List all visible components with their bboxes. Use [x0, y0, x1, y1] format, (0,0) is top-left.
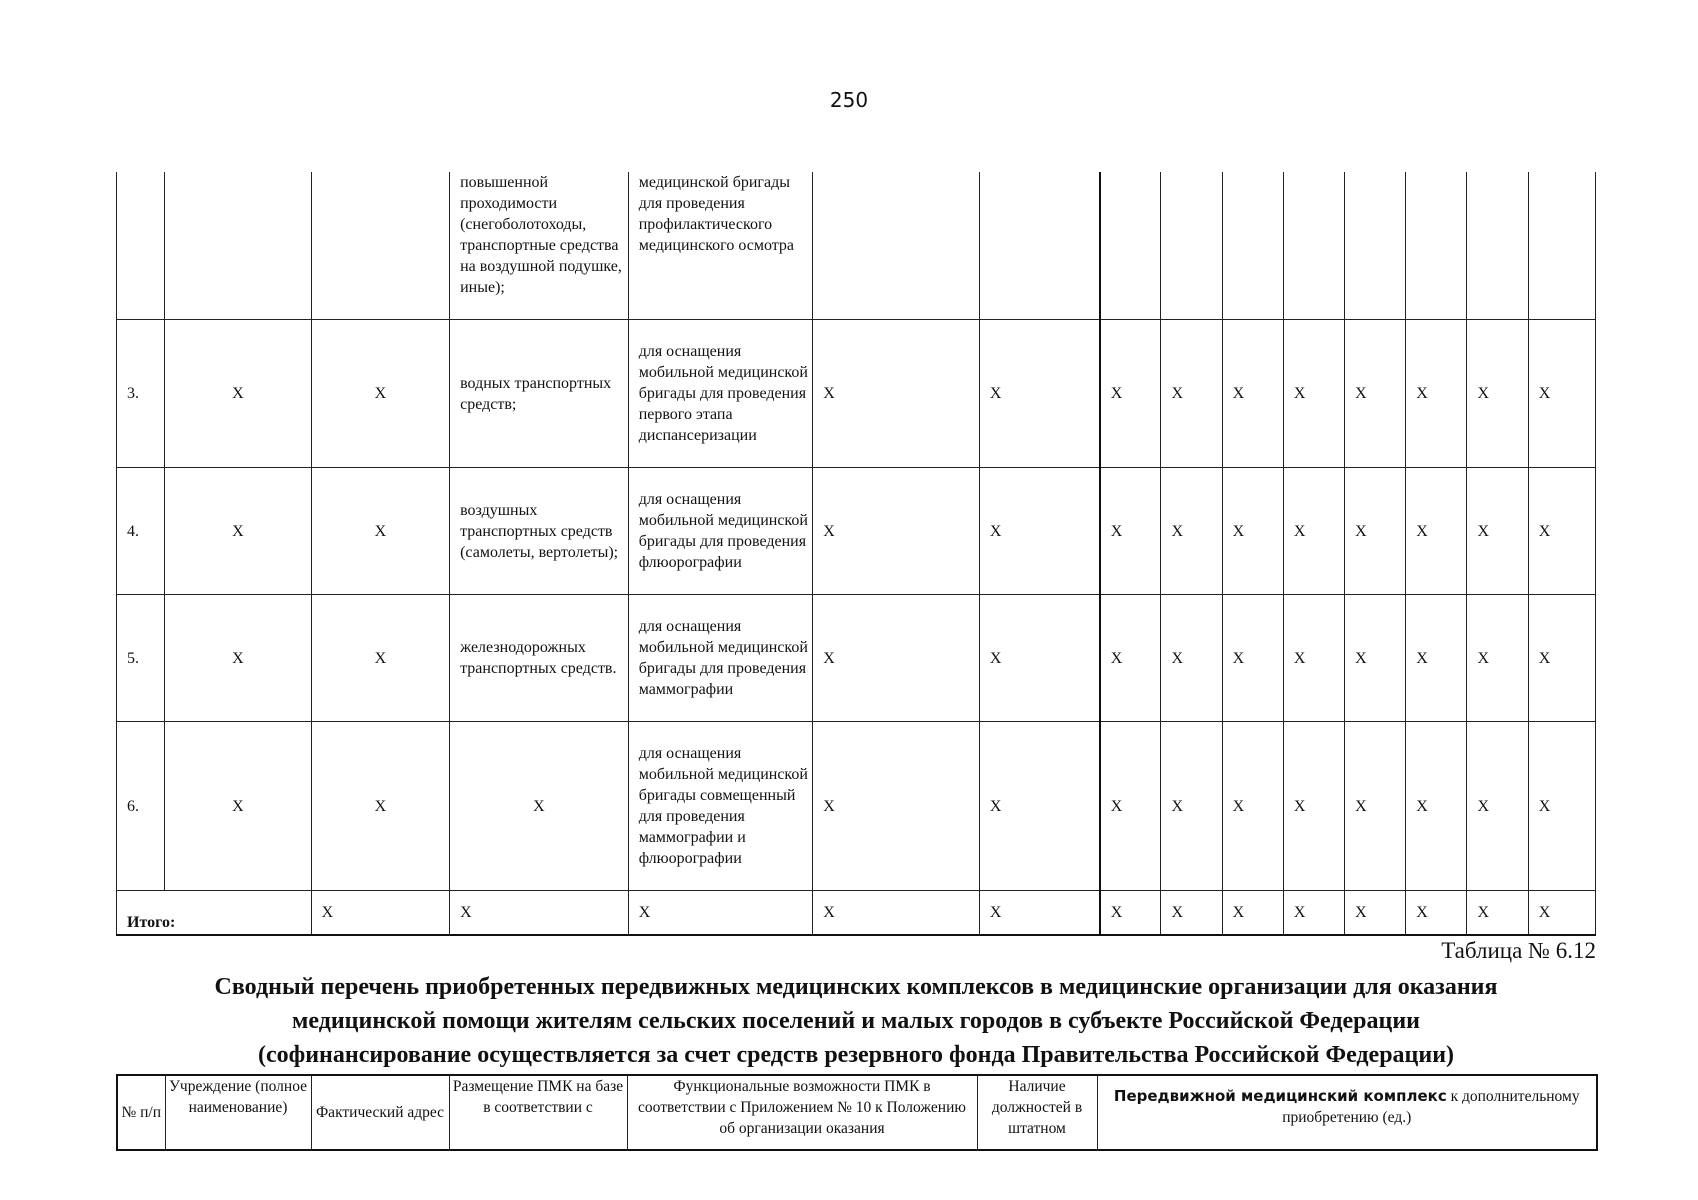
complex-cell: X	[1100, 468, 1161, 595]
complex-cell: X	[1528, 595, 1595, 722]
complex-cell: X	[1100, 595, 1161, 722]
row-number: 6.	[117, 722, 165, 891]
complex-cell: X	[1100, 722, 1161, 891]
address-cell: X	[311, 722, 449, 891]
total-row	[117, 891, 1596, 936]
complex-cell: X	[1406, 468, 1467, 595]
functions-cell: X	[813, 595, 980, 722]
staff-cell: X	[979, 320, 1099, 468]
complex-cell: X	[1283, 320, 1344, 468]
complex-cell: X	[1161, 722, 1222, 891]
complex-cell: X	[1283, 722, 1344, 891]
title-line: (софинансирование осуществляется за счет средств резервного фонда Правительства Российской Федерации)	[257, 1042, 1455, 1068]
purpose-cell: для оснащения мобильной медицинской бригады для проведения маммографии	[628, 595, 813, 722]
header-placement: Размещение ПМК на базе в соответствии с	[449, 1075, 627, 1150]
total-cell: X	[979, 891, 1099, 936]
institution-cell: X	[165, 468, 311, 595]
complex-cell: X	[1406, 320, 1467, 468]
vehicle-type-cell: железнодорожных транспортных средств.	[450, 595, 629, 722]
vehicle-type-cell: повышенной проходимости (снегоболотоходы, транспортные средства на воздушной подушке, иные);	[450, 172, 629, 320]
complex-cell: X	[1161, 468, 1222, 595]
header-row	[117, 1075, 1597, 1150]
total-label: Итого:	[117, 891, 312, 936]
total-cell: X	[1222, 891, 1283, 936]
main-table	[116, 172, 1596, 936]
total-cell: X	[311, 891, 449, 936]
header-table	[116, 1074, 1598, 1151]
header-functions: Функциональные возможности ПМК в соответствии с Приложением № 10 к Положению об организации оказания	[627, 1075, 977, 1150]
complex-cell: X	[1467, 595, 1528, 722]
header-complex-rest: к дополнительному приобретению (ед.)	[1282, 1088, 1580, 1126]
functions-cell: X	[813, 320, 980, 468]
complex-cell: X	[1345, 320, 1406, 468]
complex-cell: X	[1406, 722, 1467, 891]
header-complex-bold: Передвижной медицинский комплекс	[1113, 1087, 1447, 1105]
staff-cell: X	[979, 595, 1099, 722]
total-cell: X	[1100, 891, 1161, 936]
complex-cell: X	[1528, 722, 1595, 891]
vehicle-type-cell: X	[450, 722, 629, 891]
complex-cell: X	[1283, 468, 1344, 595]
purpose-cell: для оснащения мобильной медицинской бригады для проведения флюорографии	[628, 468, 813, 595]
address-cell: X	[311, 468, 449, 595]
header-complex	[1097, 1075, 1597, 1150]
total-cell: X	[628, 891, 813, 936]
purpose-cell: для оснащения мобильной медицинской бригады совмещенный для проведения маммографии и флюорографии	[628, 722, 813, 891]
row-number: 4.	[117, 468, 165, 595]
institution-cell: X	[165, 595, 311, 722]
title-line: медицинской помощи жителям сельских поселений и малых городов в субъекте Российской Федерации	[292, 1008, 1420, 1034]
complex-cell: X	[1222, 320, 1283, 468]
header-staff: Наличие должностей в штатном	[977, 1075, 1097, 1150]
complex-cell: X	[1222, 595, 1283, 722]
total-cell: X	[1406, 891, 1467, 936]
complex-cell: X	[1222, 468, 1283, 595]
address-cell: X	[311, 595, 449, 722]
complex-cell: X	[1467, 722, 1528, 891]
header-num: № п/п	[117, 1075, 165, 1150]
page-number: 250	[829, 88, 869, 112]
complex-cell: X	[1467, 468, 1528, 595]
table-row	[117, 320, 1596, 468]
complex-cell: X	[1467, 320, 1528, 468]
row-number: 5.	[117, 595, 165, 722]
total-cell: X	[450, 891, 629, 936]
table-row	[117, 468, 1596, 595]
institution-cell: X	[165, 722, 311, 891]
vehicle-type-cell: воздушных транспортных средств (самолеты, вертолеты);	[450, 468, 629, 595]
table-row	[117, 172, 1596, 320]
address-cell: X	[311, 320, 449, 468]
complex-cell: X	[1100, 320, 1161, 468]
table-title	[116, 970, 1596, 1072]
purpose-cell: медицинской бригады для проведения профилактического медицинского осмотра	[628, 172, 813, 320]
complex-cell: X	[1222, 722, 1283, 891]
staff-cell: X	[979, 468, 1099, 595]
table-row	[117, 722, 1596, 891]
complex-cell: X	[1528, 320, 1595, 468]
total-cell: X	[1528, 891, 1595, 936]
title-line: Сводный перечень приобретенных передвижных медицинских комплексов в медицинские организации для оказания	[214, 974, 1498, 1000]
staff-cell: X	[979, 722, 1099, 891]
institution-cell: X	[165, 320, 311, 468]
complex-cell: X	[1345, 595, 1406, 722]
complex-cell: X	[1345, 468, 1406, 595]
functions-cell: X	[813, 468, 980, 595]
complex-cell: X	[1161, 595, 1222, 722]
table-row	[117, 595, 1596, 722]
total-cell: X	[1283, 891, 1344, 936]
header-address: Фактический адрес	[311, 1075, 449, 1150]
total-cell: X	[1467, 891, 1528, 936]
row-number: 3.	[117, 320, 165, 468]
table-caption: Таблица № 6.12	[1441, 938, 1596, 963]
complex-cell: X	[1406, 595, 1467, 722]
purpose-cell: для оснащения мобильной медицинской бригады для проведения первого этапа диспансеризации	[628, 320, 813, 468]
complex-cell: X	[1345, 722, 1406, 891]
total-cell: X	[813, 891, 980, 936]
header-institution: Учреждение (полное наименование)	[165, 1075, 311, 1150]
total-cell: X	[1345, 891, 1406, 936]
complex-cell: X	[1528, 468, 1595, 595]
complex-cell: X	[1161, 320, 1222, 468]
complex-cell: X	[1283, 595, 1344, 722]
vehicle-type-cell: водных транспортных средств;	[450, 320, 629, 468]
total-cell: X	[1161, 891, 1222, 936]
functions-cell: X	[813, 722, 980, 891]
